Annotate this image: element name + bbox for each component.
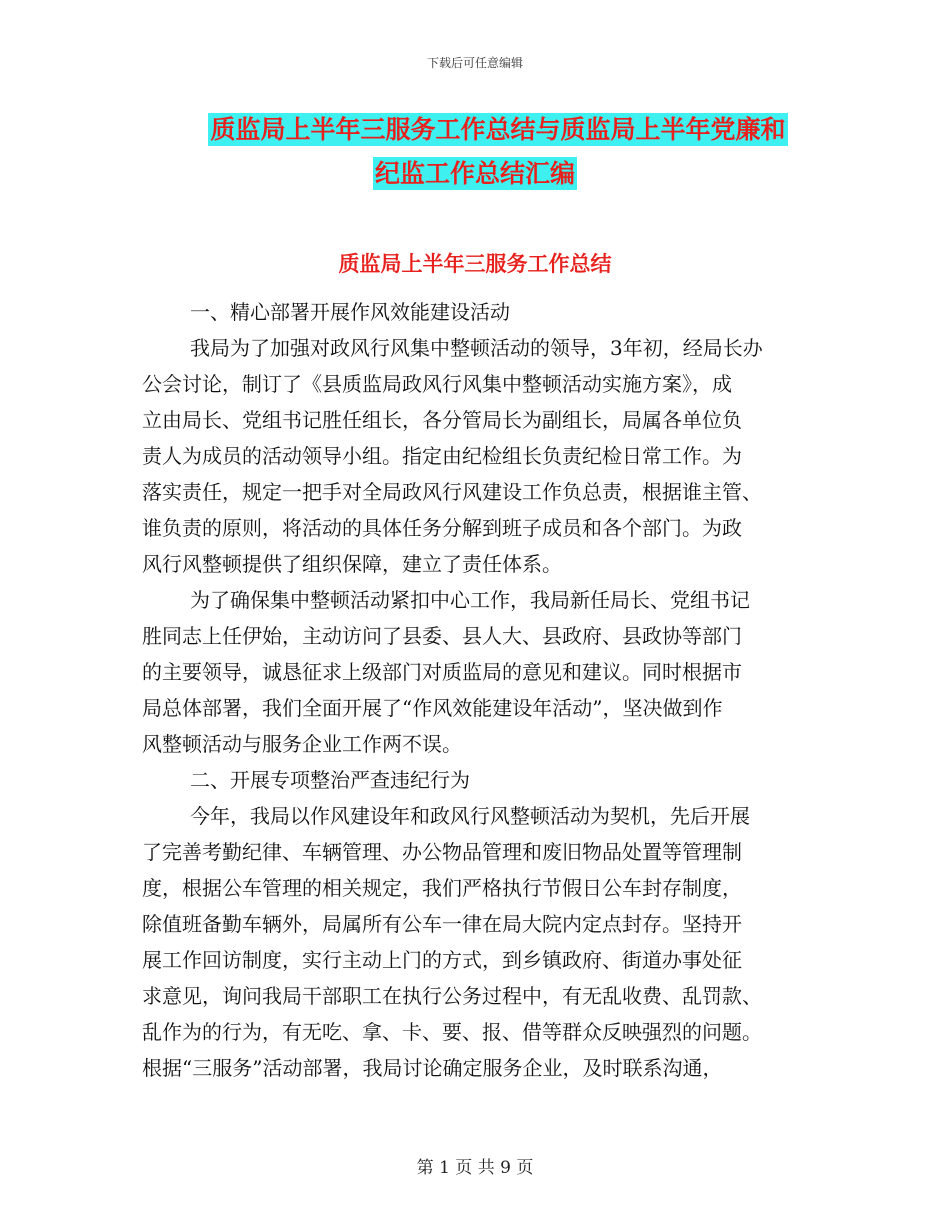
page-footer: 第 1 页 共 9 页	[416, 1158, 534, 1178]
main-title-line-1	[23, 114, 950, 146]
main-title-highlight-2: 纪监工作总结汇编	[374, 159, 575, 188]
main-title-highlight-1: 质监局上半年三服务工作总结与质监局上半年党廉和	[210, 115, 786, 144]
heading-1: 一、精心部署开展作风效能建设活动	[190, 300, 510, 324]
paragraph-line: 乱作为的行为，有无吃、拿、卡、要、报、借等群众反映强烈的问题。	[142, 1020, 762, 1044]
paragraph-line: 风行风整顿提供了组织保障，建立了责任体系。	[142, 552, 562, 576]
header-note: 下载后可任意编辑	[426, 56, 523, 70]
paragraph-line: 展工作回访制度，实行主动上门的方式，到乡镇政府、街道办事处征	[142, 948, 742, 972]
main-title-line-2	[0, 158, 950, 190]
paragraph-line: 落实责任，规定一把手对全局政风行风建设工作负总责，根据谁主管、	[142, 480, 762, 504]
paragraph-line: 为了确保集中整顿活动紧扣中心工作，我局新任局长、党组书记	[190, 588, 750, 612]
paragraph-line: 局总体部署，我们全面开展了“作风效能建设年活动”，坚决做到作	[142, 696, 723, 720]
paragraph-line: 我局为了加强对政风行风集中整顿活动的领导，3年初，经局长办	[190, 336, 763, 360]
paragraph-line: 根据“三服务”活动部署，我局讨论确定服务企业，及时联系沟通，	[142, 1056, 723, 1080]
paragraph-line: 公会讨论，制订了《县质监局政风行风集中整顿活动实施方案》，成	[142, 372, 732, 396]
body-text	[142, 294, 812, 1086]
paragraph-line: 责人为成员的活动领导小组。指定由纪检组长负责纪检日常工作。为	[142, 444, 742, 468]
section-title: 质监局上半年三服务工作总结	[338, 252, 612, 276]
paragraph-line: 的主要领导，诚恳征求上级部门对质监局的意见和建议。同时根据市	[142, 660, 742, 684]
paragraph-line: 风整顿活动与服务企业工作两不误。	[142, 732, 462, 756]
paragraph-line: 了完善考勤纪律、车辆管理、办公物品管理和废旧物品处置等管理制	[142, 840, 742, 864]
paragraph-line: 今年，我局以作风建设年和政风行风整顿活动为契机，先后开展	[190, 804, 750, 828]
paragraph-line: 度，根据公车管理的相关规定，我们严格执行节假日公车封存制度，	[142, 876, 742, 900]
paragraph-line: 胜同志上任伊始，主动访问了县委、县人大、县政府、县政协等部门	[142, 624, 742, 648]
heading-2: 二、开展专项整治严查违纪行为	[190, 768, 470, 792]
paragraph-line: 求意见，询问我局干部职工在执行公务过程中，有无乱收费、乱罚款、	[142, 984, 762, 1008]
paragraph-line: 立由局长、党组书记胜任组长，各分管局长为副组长，局属各单位负	[142, 408, 742, 432]
paragraph-line: 谁负责的原则，将活动的具体任务分解到班子成员和各个部门。为政	[142, 516, 742, 540]
paragraph-line: 除值班备勤车辆外，局属所有公车一律在局大院内定点封存。坚持开	[142, 912, 742, 936]
